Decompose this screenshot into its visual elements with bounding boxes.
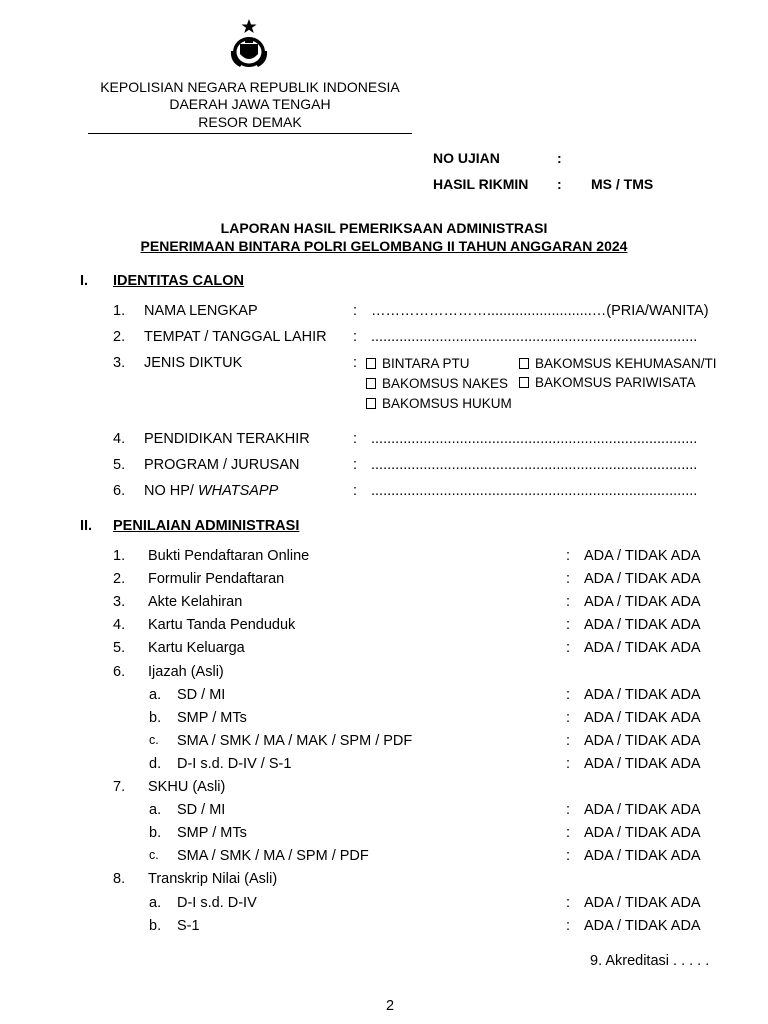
admin-item-number: 5.	[113, 640, 126, 656]
admin-item-label: SKHU (Asli)	[148, 779, 226, 795]
document-subtitle: PENERIMAAN BINTARA POLRI GELOMBANG II TAHUN ANGGARAN 2024	[140, 238, 628, 254]
admin-item-answer[interactable]: ADA / TIDAK ADA	[584, 733, 701, 749]
admin-item-number: 8.	[113, 871, 126, 887]
section-2-heading: PENILAIAN ADMINISTRASI	[113, 518, 300, 534]
admin-item-answer[interactable]: ADA / TIDAK ADA	[584, 918, 701, 934]
identity-item-fill-line[interactable]: .................................................................................	[371, 457, 698, 473]
header-divider	[88, 133, 412, 134]
admin-item-label: Kartu Tanda Penduduk	[148, 617, 296, 633]
admin-item-colon: :	[566, 895, 571, 911]
identity-item-label-italic: WHATSAPP	[197, 483, 279, 499]
admin-item-label: Akte Kelahiran	[148, 594, 243, 610]
admin-item-label: Formulir Pendaftaran	[148, 571, 285, 587]
identity-item-label	[144, 431, 310, 447]
admin-item-colon: :	[566, 687, 571, 703]
identity-item-number: 2.	[113, 329, 126, 345]
admin-item-answer[interactable]: ADA / TIDAK ADA	[584, 848, 701, 864]
admin-item-colon: :	[566, 848, 571, 864]
identity-item-fill-line[interactable]: .................................................................................	[371, 329, 698, 345]
admin-subitem-label: SD / MI	[177, 687, 226, 703]
admin-subitem-letter: a.	[149, 687, 162, 703]
identity-item-label	[144, 483, 278, 499]
diktuk-option-label: BAKOMSUS HUKUM	[382, 396, 512, 411]
admin-item-answer[interactable]: ADA / TIDAK ADA	[584, 802, 701, 818]
section-2-number: II.	[80, 518, 93, 534]
admin-subitem-label: SD / MI	[177, 802, 226, 818]
admin-subitem-label: SMA / SMK / MA / MAK / SPM / PDF	[177, 733, 413, 749]
admin-item-colon: :	[566, 756, 571, 772]
admin-item-answer[interactable]: ADA / TIDAK ADA	[584, 617, 701, 633]
admin-item-number: 7.	[113, 779, 126, 795]
admin-subitem-letter: d.	[149, 756, 162, 772]
identity-item-label-text: TEMPAT / TANGGAL LAHIR	[144, 329, 327, 345]
admin-item-answer[interactable]: ADA / TIDAK ADA	[584, 756, 701, 772]
diktuk-option[interactable]	[366, 376, 508, 391]
admin-item-answer[interactable]: ADA / TIDAK ADA	[584, 594, 701, 610]
identity-item-number: 6.	[113, 483, 126, 499]
admin-item-label: Transkrip Nilai (Asli)	[148, 871, 278, 887]
identity-item-number: 4.	[113, 431, 126, 447]
admin-item-colon: :	[566, 825, 571, 841]
admin-item-answer[interactable]: ADA / TIDAK ADA	[584, 640, 701, 656]
identity-item-fill-line[interactable]: .................................................................................	[371, 431, 698, 447]
hasil-rikmin-value: MS / TMS	[591, 176, 654, 192]
identity-item-colon: :	[353, 303, 358, 319]
admin-subitem-letter: a.	[149, 802, 162, 818]
document-title: LAPORAN HASIL PEMERIKSAAN ADMINISTRASI	[220, 220, 548, 236]
admin-item-label: Ijazah (Asli)	[148, 664, 224, 680]
identity-item-fill-line[interactable]: .................................................................................	[371, 483, 698, 499]
identity-item-label	[144, 355, 242, 371]
identity-item-label	[144, 303, 258, 319]
admin-item-answer[interactable]: ADA / TIDAK ADA	[584, 710, 701, 726]
checkbox-icon[interactable]	[519, 377, 529, 388]
diktuk-option[interactable]	[519, 375, 696, 390]
identity-item-label	[144, 329, 327, 345]
admin-subitem-label: SMP / MTs	[177, 710, 247, 726]
admin-subitem-letter: c.	[149, 733, 159, 747]
identity-item-number: 3.	[113, 355, 126, 371]
identity-item-label-text: NAMA LENGKAP	[144, 303, 258, 319]
section-1-heading: IDENTITAS CALON	[113, 273, 245, 289]
diktuk-option[interactable]	[519, 356, 717, 371]
continuation-note: 9. Akreditasi . . . . .	[590, 953, 710, 969]
identity-item-colon: :	[353, 329, 358, 345]
admin-item-number: 4.	[113, 617, 126, 633]
admin-subitem-letter: a.	[149, 895, 162, 911]
admin-subitem-label: S-1	[177, 918, 200, 934]
no-ujian-label: NO UJIAN	[433, 150, 500, 166]
admin-subitem-label: SMA / SMK / MA / SPM / PDF	[177, 848, 369, 864]
admin-item-label: Bukti Pendaftaran Online	[148, 548, 310, 564]
admin-item-colon: :	[566, 733, 571, 749]
hasil-rikmin-colon: :	[557, 176, 562, 192]
identity-item-colon: :	[353, 483, 358, 499]
admin-item-number: 1.	[113, 548, 126, 564]
admin-item-answer[interactable]: ADA / TIDAK ADA	[584, 825, 701, 841]
diktuk-option-label: BAKOMSUS NAKES	[382, 376, 509, 391]
admin-item-colon: :	[566, 640, 571, 656]
police-emblem-logo	[218, 18, 280, 72]
diktuk-option-label: BINTARA PTU	[382, 356, 470, 371]
admin-subitem-letter: b.	[149, 825, 162, 841]
checkbox-icon[interactable]	[519, 358, 529, 369]
section-1-number: I.	[80, 273, 89, 289]
diktuk-option-label: BAKOMSUS KEHUMASAN/TI	[535, 356, 717, 371]
page-number: 2	[386, 998, 395, 1014]
admin-subitem-label: D-I s.d. D-IV / S-1	[177, 756, 292, 772]
admin-item-number: 2.	[113, 571, 126, 587]
identity-item-number: 1.	[113, 303, 126, 319]
hasil-rikmin-label: HASIL RIKMIN	[433, 176, 529, 192]
diktuk-option[interactable]	[366, 396, 512, 411]
checkbox-icon[interactable]	[366, 378, 376, 389]
region-name: DAERAH JAWA TENGAH	[169, 96, 331, 112]
admin-item-colon: :	[566, 594, 571, 610]
identity-item-label-text: NO HP/	[144, 483, 198, 499]
identity-item-label-text: PROGRAM / JURUSAN	[144, 457, 300, 473]
no-ujian-colon: :	[557, 150, 562, 166]
identity-item-colon: :	[353, 431, 358, 447]
identity-item-label-text: PENDIDIKAN TERAKHIR	[144, 431, 310, 447]
identity-item-fill-line[interactable]: ……………………..........................…(PRIA/WANITA)	[371, 303, 709, 319]
admin-item-colon: :	[566, 617, 571, 633]
admin-item-colon: :	[566, 548, 571, 564]
admin-item-answer[interactable]: ADA / TIDAK ADA	[584, 687, 701, 703]
checkbox-icon[interactable]	[366, 358, 376, 369]
checkbox-icon[interactable]	[366, 398, 376, 409]
admin-item-colon: :	[566, 571, 571, 587]
admin-item-label: Kartu Keluarga	[148, 640, 245, 656]
admin-subitem-label: D-I s.d. D-IV	[177, 895, 257, 911]
identity-item-colon: :	[353, 457, 358, 473]
diktuk-option[interactable]	[366, 356, 470, 371]
institution-name: KEPOLISIAN NEGARA REPUBLIK INDONESIA	[100, 79, 400, 95]
admin-item-number: 3.	[113, 594, 126, 610]
admin-item-answer[interactable]: ADA / TIDAK ADA	[584, 895, 701, 911]
identity-item-number: 5.	[113, 457, 126, 473]
resort-name: RESOR DEMAK	[198, 114, 302, 130]
identity-item-label-text: JENIS DIKTUK	[144, 355, 243, 371]
admin-item-number: 6.	[113, 664, 126, 680]
admin-item-answer[interactable]: ADA / TIDAK ADA	[584, 548, 701, 564]
admin-item-colon: :	[566, 802, 571, 818]
diktuk-option-label: BAKOMSUS PARIWISATA	[535, 375, 696, 390]
admin-item-colon: :	[566, 710, 571, 726]
identity-item-label	[144, 457, 300, 473]
admin-item-answer[interactable]: ADA / TIDAK ADA	[584, 571, 701, 587]
admin-subitem-letter: b.	[149, 710, 162, 726]
admin-subitem-letter: b.	[149, 918, 162, 934]
identity-item-colon: :	[353, 355, 358, 371]
admin-item-colon: :	[566, 918, 571, 934]
admin-subitem-letter: c.	[149, 848, 159, 862]
admin-subitem-label: SMP / MTs	[177, 825, 247, 841]
